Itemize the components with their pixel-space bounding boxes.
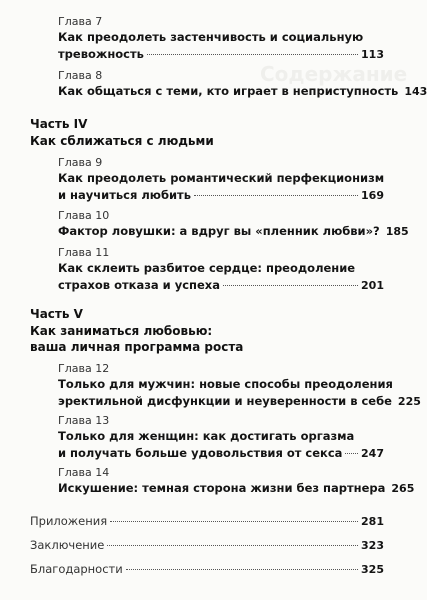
- page-number: 169: [361, 189, 384, 202]
- chapter-title-line: Только для мужчин: новые способы преодоления: [58, 377, 393, 391]
- part-4-title: Как сближаться с людьми: [30, 134, 214, 148]
- toc-chapter-9: [58, 155, 384, 204]
- chapter-title: [58, 428, 384, 462]
- toc-acknowledgements: [30, 561, 384, 578]
- part-5-title-line: ваша личная программа роста: [30, 340, 244, 354]
- chapter-number: Глава 14: [58, 466, 110, 479]
- chapter-title-line: Как преодолеть романтический перфекционизм: [58, 171, 385, 185]
- leader-dots: [107, 545, 358, 546]
- chapter-title-line: Искушение: темная сторона жизни без партнера: [58, 481, 386, 495]
- chapter-title-line: страхов отказа и успеха: [58, 278, 220, 292]
- chapter-title: [58, 480, 415, 497]
- leader-dots: [194, 195, 358, 196]
- toc-chapter-7: [58, 14, 384, 63]
- page-number: 113: [361, 48, 384, 61]
- chapter-title: [58, 170, 384, 204]
- toc-chapter-10: [58, 208, 409, 240]
- chapter-number: Глава 8: [58, 69, 103, 82]
- bleed-through-text: Содержание: [260, 62, 408, 86]
- chapter-number: Глава 13: [58, 414, 110, 427]
- toc-chapter-8: [58, 68, 427, 100]
- leader-dots: [223, 285, 358, 286]
- part-4-label: Часть IV: [30, 117, 88, 131]
- chapter-title-line: Только для женщин: как достигать оргазма: [58, 429, 355, 443]
- chapter-title-line: Как склеить разбитое сердце: преодоление: [58, 261, 356, 275]
- chapter-number: Глава 11: [58, 246, 110, 259]
- toc-chapter-13: [58, 413, 384, 462]
- chapter-title-line: и научиться любить: [58, 188, 191, 202]
- back-matter-title: Заключение: [30, 538, 105, 552]
- toc-appendix: [30, 513, 384, 530]
- chapter-title: [58, 223, 409, 240]
- chapter-title-line: и получать больше удовольствия от секса: [58, 446, 343, 460]
- chapter-title: [58, 29, 384, 63]
- leader-dots: [345, 453, 358, 454]
- page-number: 265: [391, 482, 415, 495]
- toc-chapter-12: [58, 361, 421, 410]
- page-number: 325: [361, 563, 384, 576]
- chapter-number: Глава 9: [58, 156, 103, 169]
- page-number: 247: [361, 447, 384, 460]
- chapter-title-line: Как преодолеть застенчивость и социальную: [58, 30, 364, 44]
- chapter-title-line: тревожность: [58, 47, 144, 61]
- chapter-title-line: Фактор ловушки: а вдруг вы «пленник любви»?: [58, 224, 380, 238]
- chapter-title-line: Как общаться с теми, кто играет в неприступность: [58, 84, 399, 98]
- page-number: 225: [397, 395, 421, 408]
- chapter-title-line: эректильной дисфункции и неуверенности в себе: [58, 394, 392, 408]
- page-number: 185: [385, 225, 409, 238]
- leader-dots: [110, 521, 358, 522]
- back-matter-title: Благодарности: [30, 562, 123, 576]
- chapter-number: Глава 10: [58, 209, 110, 222]
- page-number: 143: [404, 85, 427, 98]
- chapter-number: Глава 7: [58, 15, 103, 28]
- chapter-number: Глава 12: [58, 362, 110, 375]
- part-5-title-line: Как заниматься любовью:: [30, 324, 213, 338]
- chapter-title: [58, 260, 384, 294]
- toc-chapter-11: [58, 245, 384, 294]
- page-number: 281: [361, 515, 384, 528]
- back-matter-title: Приложения: [30, 514, 108, 528]
- toc-conclusion: [30, 537, 384, 554]
- toc-chapter-14: [58, 465, 415, 497]
- leader-dots: [147, 54, 358, 55]
- part-5-label: Часть V: [30, 307, 83, 321]
- page-number: 201: [361, 279, 384, 292]
- leader-dots: [126, 569, 358, 570]
- chapter-title: [58, 83, 427, 100]
- chapter-title: [58, 376, 421, 410]
- page-number: 323: [361, 539, 384, 552]
